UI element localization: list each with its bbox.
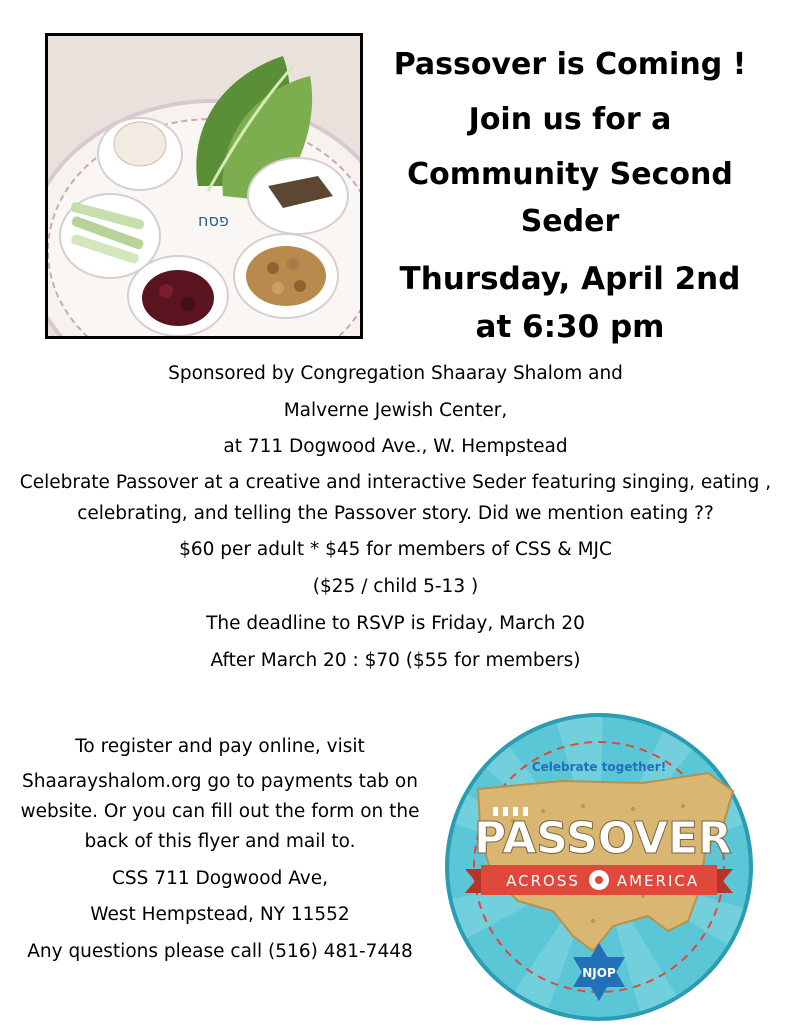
badge-ribbon-right: AMERICA [616,872,700,890]
badge-tagline: Celebrate together! [531,760,667,774]
late-price: After March 20 : $70 ($55 for members) [210,650,581,671]
register-line-3: website. Or you can fill out the form on the [20,801,420,822]
mailing-address-line-1: CSS 711 Dogwood Ave, [112,868,328,889]
child-price: ($25 / child 5-13 ) [312,576,479,597]
description-line-2: celebrating, and telling the Passover story. Did we mention eating ?? [77,503,714,524]
mailing-address-line-2: West Hempstead, NY 11552 [90,904,350,925]
price-line: $60 per adult * $45 for members of CSS & MJC [179,539,612,560]
badge-title: PASSOVER [474,813,732,864]
headline-passover-coming: Passover is Coming ! [393,47,747,82]
register-line-1: To register and pay online, visit [75,736,365,757]
contact-phone: Any questions please call (516) 481-7448 [27,941,413,962]
seder-plate-illustration [48,36,360,336]
register-line-4: back of this flyer and mail to. [84,831,356,852]
badge-ribbon-left: ACROSS [506,872,580,890]
headline-time: at 6:30 pm [475,309,665,345]
headline-seder: Seder [520,204,620,239]
description-line-1: Celebrate Passover at a creative and interactive Seder featuring singing, eating , [19,472,772,493]
sponsor-line-1: Sponsored by Congregation Shaaray Shalom and [168,363,623,384]
rsvp-deadline: The deadline to RSVP is Friday, March 20 [206,613,585,634]
passover-across-america-badge [443,711,755,1023]
badge-org-label: NJOP [582,966,616,980]
headline-community-second: Community Second [407,157,733,192]
headline-date: Thursday, April 2nd [399,261,741,297]
venue-address: at 711 Dogwood Ave., W. Hempstead [223,436,568,457]
seder-plate-photo [45,33,363,339]
headline-join-us: Join us for a [468,102,672,137]
plate-hebrew-label: פסח [198,211,229,230]
sponsor-line-2: Malverne Jewish Center, [283,400,508,421]
register-line-2: Shaarayshalom.org go to payments tab on [22,771,418,792]
